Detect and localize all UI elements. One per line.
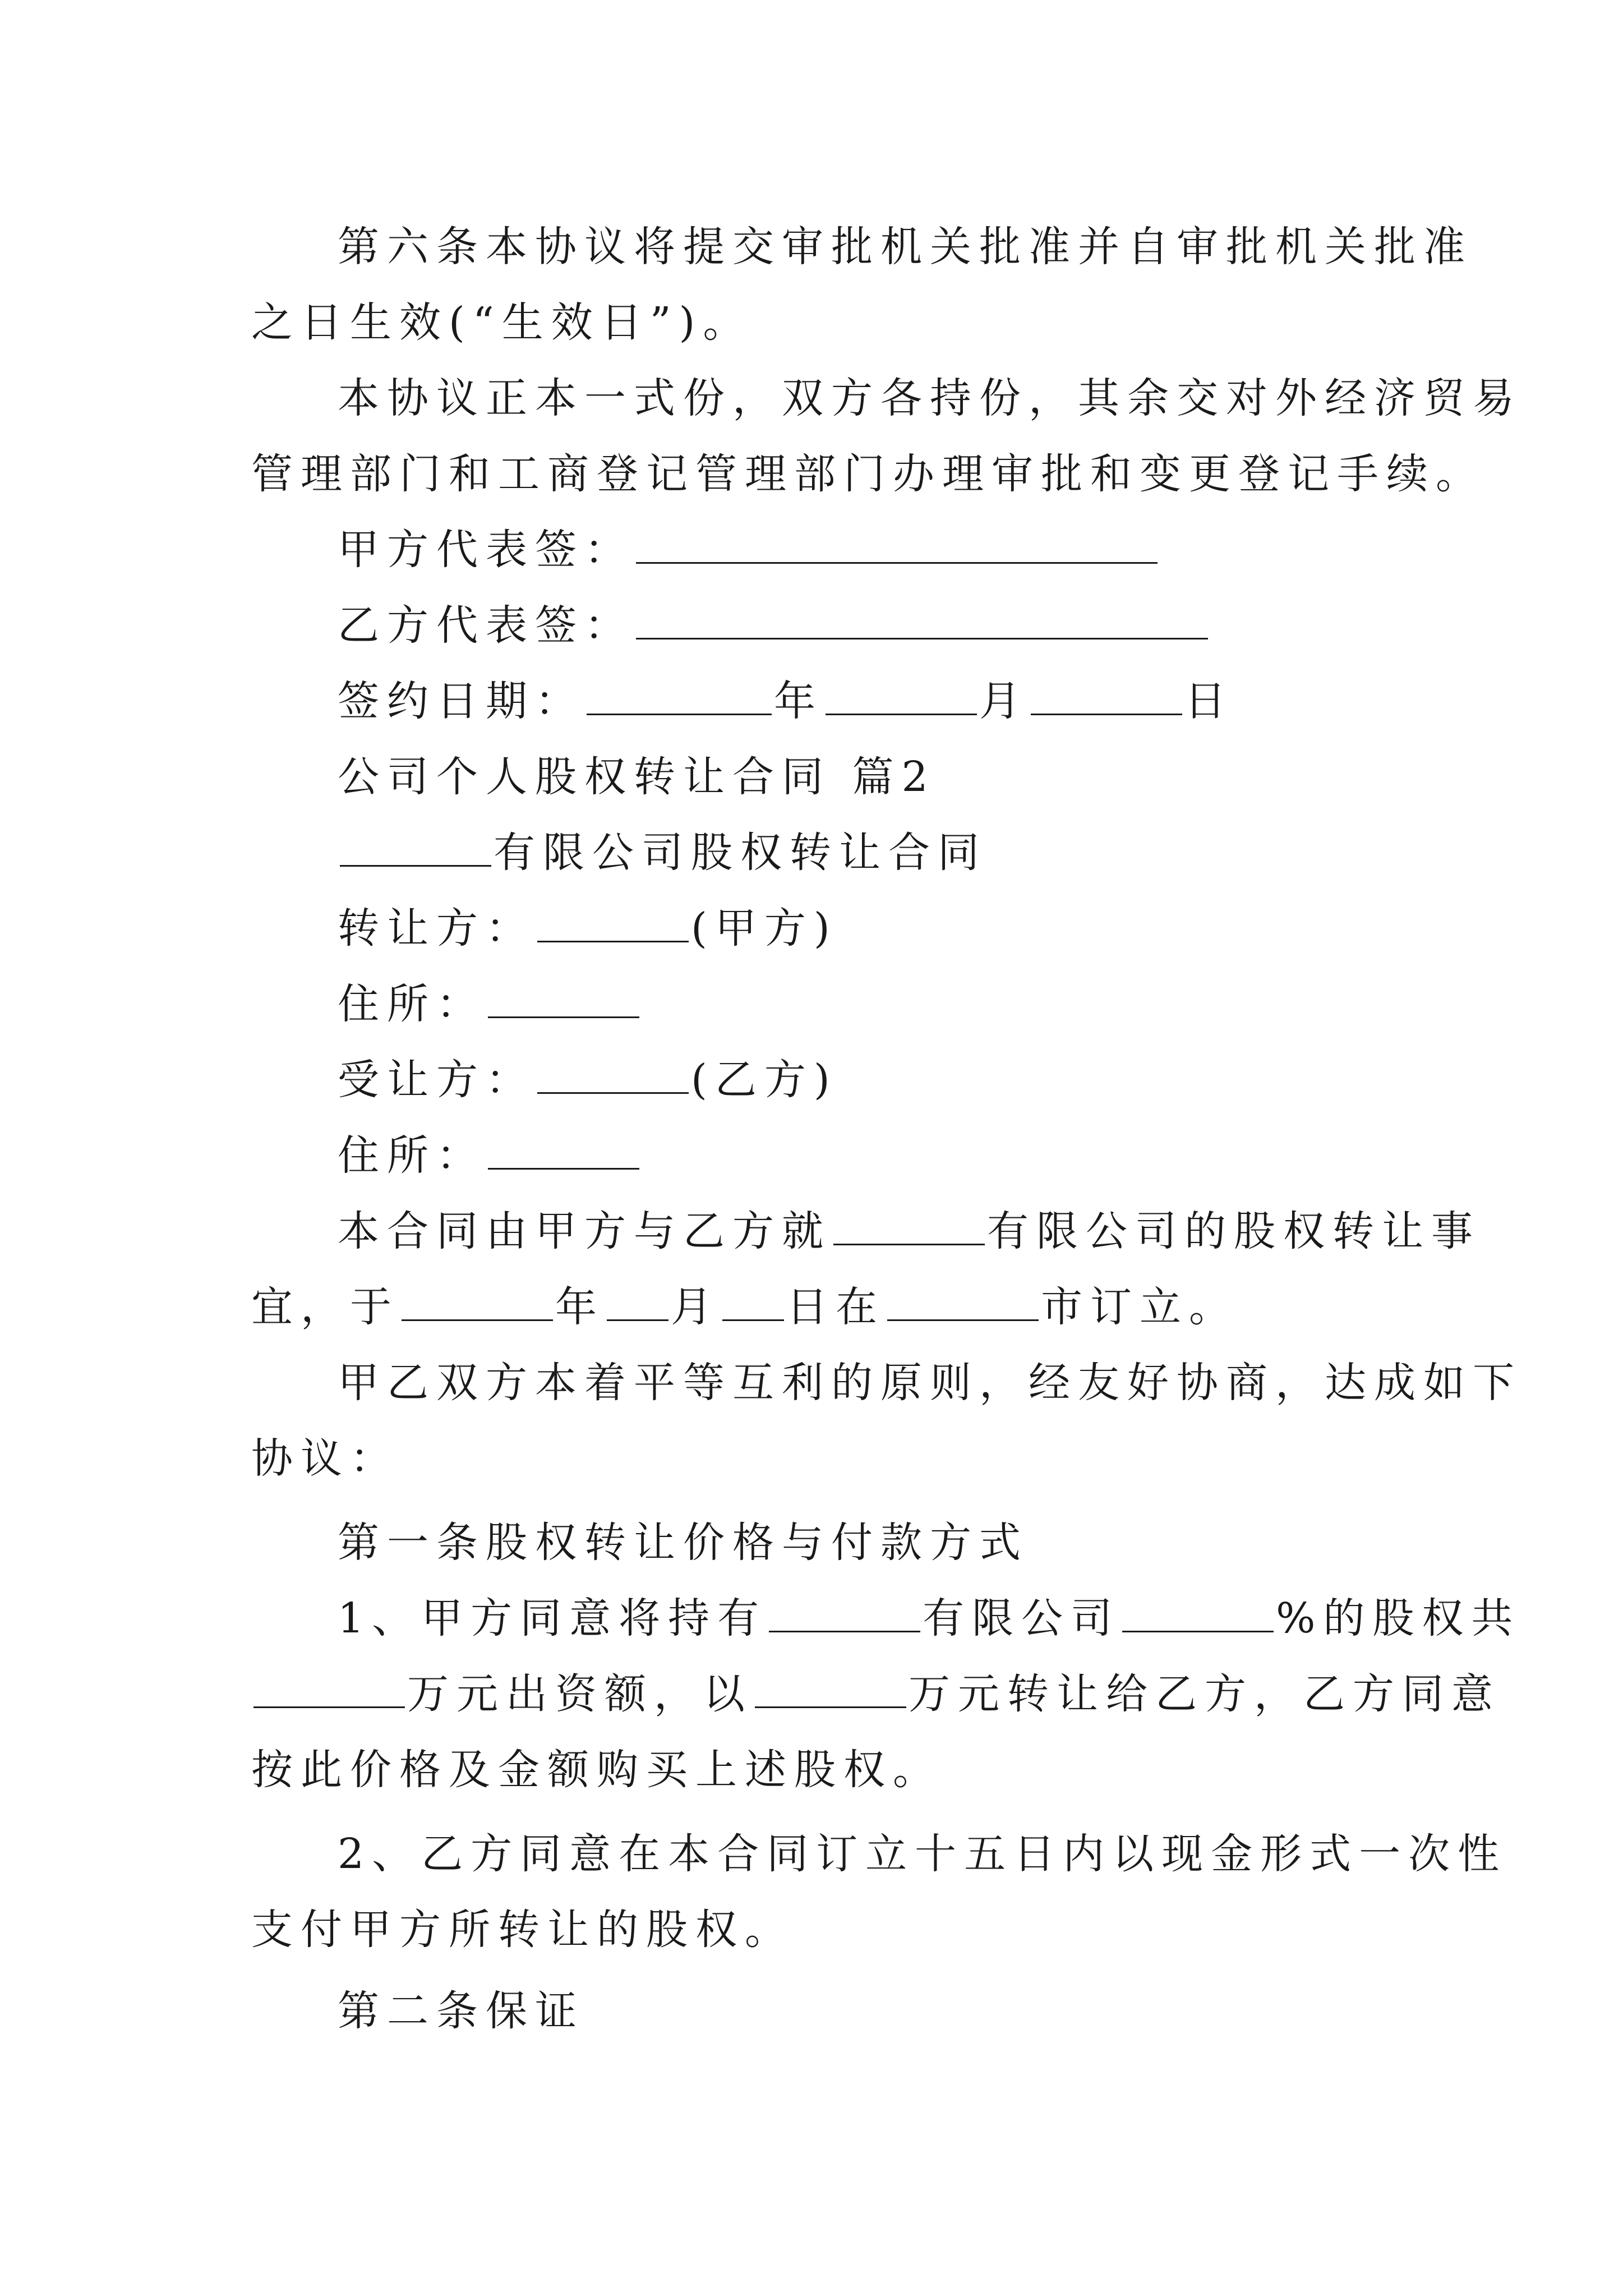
- paragraph-article6-line2: 之日生效(“生效日”)。: [251, 298, 753, 347]
- signing-date-year-unit: 年: [774, 677, 823, 725]
- transferor-address-label: 住所：: [338, 980, 486, 1028]
- signing-date-month-blank[interactable]: [826, 670, 977, 715]
- text-segment: 月: [671, 1283, 720, 1331]
- item-1-line2: [251, 1660, 1501, 1728]
- paragraph-contract-line2: [251, 1273, 1390, 1341]
- text-segment: 宜，于: [251, 1283, 399, 1331]
- transferor-blank[interactable]: [537, 897, 689, 942]
- section-heading: 公司个人股权转让合同 篇2: [338, 753, 936, 801]
- paragraph-agreement-line1: 甲乙双方本着平等互利的原则，经友好协商，达成如下: [338, 1359, 1522, 1407]
- text-segment: %的股权共: [1276, 1594, 1521, 1642]
- signature-party-a: [338, 516, 1476, 583]
- company-blank[interactable]: [833, 1200, 985, 1245]
- transferor-suffix: (甲方): [691, 904, 838, 953]
- transferor-address-blank[interactable]: [488, 973, 639, 1018]
- paragraph-copies-line1: 本协议正本一式份，双方各持份，其余交对外经济贸易: [338, 374, 1522, 422]
- transferee-address-blank[interactable]: [488, 1124, 639, 1170]
- transferee-address-row: [338, 1122, 1476, 1189]
- transferee-address-label: 住所：: [338, 1131, 486, 1180]
- company-blank[interactable]: [769, 1587, 920, 1632]
- item-2-line1: 2、乙方同意在本合同订立十五日内以现金形式一次性: [338, 1830, 1507, 1878]
- text-segment: 日在: [786, 1283, 885, 1331]
- paragraph-copies-line2: 管理部门和工商登记管理部门办理审批和变更登记手续。: [251, 450, 1485, 498]
- signing-date-day-blank[interactable]: [1031, 670, 1182, 715]
- city-blank[interactable]: [887, 1276, 1039, 1321]
- transferee-suffix: (乙方): [691, 1056, 838, 1104]
- price-blank[interactable]: [755, 1663, 906, 1708]
- capital-amount-blank[interactable]: [253, 1663, 405, 1708]
- signature-party-a-blank[interactable]: [636, 518, 1158, 564]
- year-blank[interactable]: [402, 1276, 553, 1321]
- text-segment: 有限公司的股权转让事: [987, 1207, 1481, 1255]
- transferee-row: [338, 1046, 1476, 1114]
- text-segment: 万元出资额，以: [407, 1670, 753, 1718]
- transferee-blank[interactable]: [537, 1048, 689, 1094]
- transferor-address-row: [338, 970, 1476, 1038]
- signing-date-day-unit: 日: [1184, 677, 1234, 725]
- item-1-line3: 按此价格及金额购买上述股权。: [251, 1746, 942, 1794]
- company-name-blank[interactable]: [340, 821, 491, 867]
- signing-date-label: 签约日期：: [338, 677, 584, 725]
- signing-date: [338, 668, 1476, 735]
- signing-date-year-blank[interactable]: [587, 670, 772, 715]
- article-1-heading: 第一条股权转让价格与付款方式: [338, 1519, 1029, 1567]
- signing-date-month-unit: 月: [979, 677, 1029, 725]
- transferor-label: 转让方：: [338, 904, 535, 953]
- text-segment: 年: [555, 1283, 605, 1331]
- paragraph-contract-line1: [338, 1198, 1481, 1265]
- transferor-row: [338, 895, 1476, 962]
- item-2-line2: 支付甲方所转让的股权。: [251, 1906, 794, 1954]
- paragraph-article6-line1: 第六条本协议将提交审批机关批准并自审批机关批准: [338, 223, 1473, 271]
- text-segment: 有限公司: [923, 1594, 1121, 1642]
- text-segment: 1、甲方同意将持有: [338, 1594, 767, 1642]
- contract-title: [338, 819, 1476, 886]
- signature-party-b-label: 乙方代表签：: [338, 601, 634, 650]
- contract-title-text: 有限公司股权转让合同: [494, 829, 987, 877]
- signature-party-b: [338, 592, 1476, 659]
- text-segment: 市订立。: [1041, 1283, 1238, 1331]
- day-blank[interactable]: [722, 1276, 784, 1321]
- item-1-line1: [338, 1585, 1521, 1652]
- percent-blank[interactable]: [1122, 1587, 1274, 1632]
- text-segment: 本合同由甲方与乙方就: [338, 1207, 831, 1255]
- month-blank[interactable]: [607, 1276, 668, 1321]
- transferee-label: 受让方：: [338, 1056, 535, 1104]
- signature-party-b-blank[interactable]: [636, 594, 1208, 639]
- signature-party-a-label: 甲方代表签：: [338, 526, 634, 574]
- paragraph-agreement-line2: 协议：: [251, 1434, 399, 1483]
- text-segment: 万元转让给乙方，乙方同意: [909, 1670, 1501, 1718]
- article-2-heading: 第二条保证: [338, 1987, 584, 2035]
